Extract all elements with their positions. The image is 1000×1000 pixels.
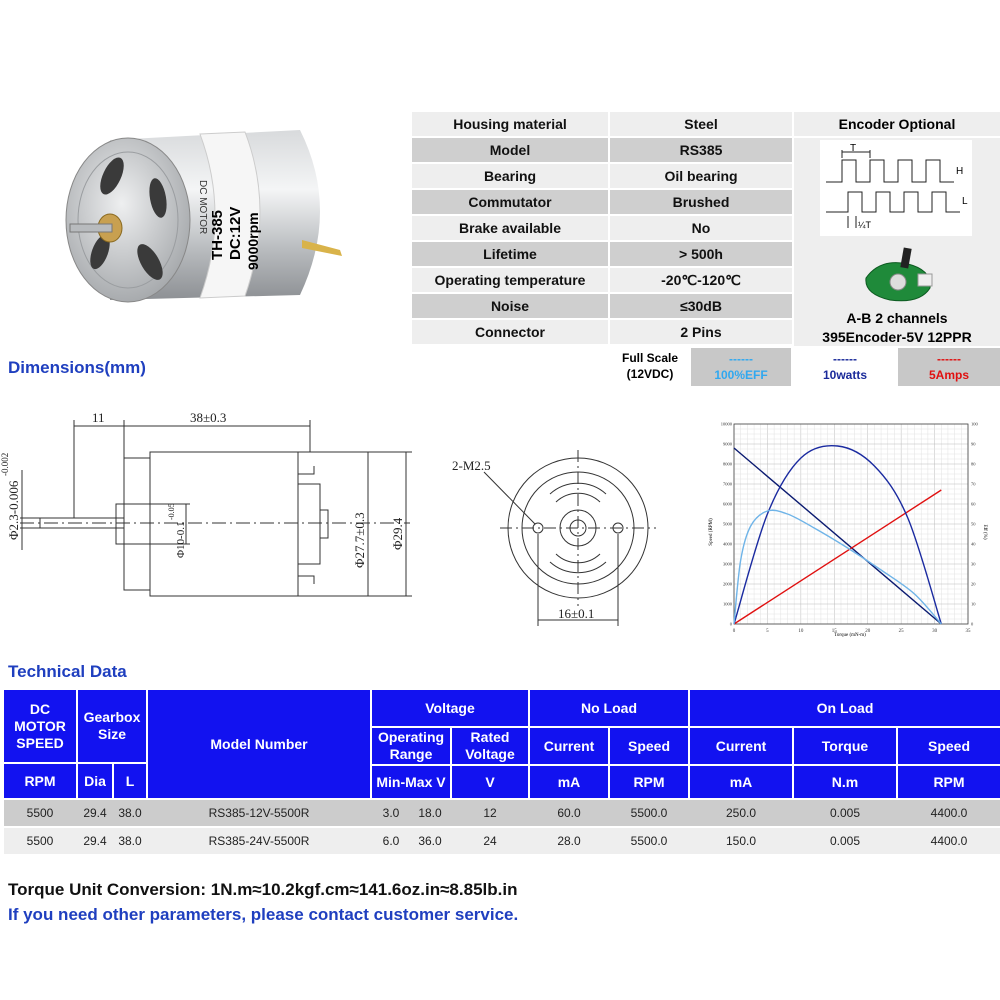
unit-dia: Dia: [78, 764, 112, 798]
legend-watt-dash: ------: [833, 352, 857, 366]
spec-key: Commutator: [412, 190, 608, 214]
svg-text:H: H: [956, 166, 964, 177]
spec-key: Noise: [412, 294, 608, 318]
unit-min-max-v: Min-Max V: [372, 766, 450, 798]
chart-y-tick-label: 10000: [720, 421, 732, 427]
spec-row: [412, 294, 792, 320]
unit-ol-rpm: RPM: [898, 766, 1000, 798]
unit-ol-ma: mA: [690, 766, 792, 798]
header-nl-current: Current: [530, 728, 608, 764]
spec-value: ≤30dB: [610, 294, 792, 318]
contact-note: If you need other parameters, please contact customer service.: [8, 905, 519, 924]
encoder-model: 395Encoder-5V 12PPR: [822, 329, 972, 345]
svg-text:¼T: ¼T: [858, 220, 872, 230]
cell-ol-current: 150.0: [725, 834, 757, 848]
encoder-channels: A-B 2 channels: [846, 310, 948, 326]
header-rated-voltage: Rated Voltage: [452, 728, 528, 764]
chart-x-tick-label: 35: [965, 629, 971, 634]
spec-value: Oil bearing: [610, 164, 792, 188]
spec-key: Operating temperature: [412, 268, 608, 292]
spec-value: RS385: [610, 138, 792, 162]
cell-ol-torque: 0.005: [829, 834, 861, 848]
svg-text:L: L: [962, 196, 968, 207]
cell-vmax: 36.0: [418, 834, 442, 848]
spec-row: [412, 216, 792, 242]
cell-vmin: 3.0: [382, 806, 400, 820]
chart-y-tick-label: 8000: [723, 461, 732, 467]
chart-y-tick-label: 3000: [723, 561, 732, 567]
chart-ticks: [721, 422, 979, 635]
cell-l: 38.0: [118, 834, 142, 848]
chart-y2-tick-label: 90: [971, 441, 976, 447]
legend-efficiency: [691, 348, 791, 386]
encoder-header: Encoder Optional: [794, 112, 1000, 136]
spec-key: Housing material: [412, 112, 608, 136]
cell-model: RS385-24V-5500R: [208, 834, 310, 848]
header-ol-torque: Torque: [794, 728, 896, 764]
chart-x-tick-label: 15: [831, 629, 837, 634]
chart-series-line-3: [734, 510, 941, 624]
unit-v: V: [452, 766, 528, 798]
spec-key: Brake available: [412, 216, 608, 240]
legend-amp-dash: ------: [937, 352, 961, 366]
svg-text:DC MOTOR: DC MOTOR: [197, 180, 208, 235]
unit-ol-nm: N.m: [794, 766, 896, 798]
svg-text:TH-385: TH-385: [209, 209, 226, 260]
header-model-number: Model Number: [148, 690, 370, 798]
chart-x-tick-label: 10: [798, 629, 804, 634]
header-dc-motor-speed: DC MOTOR SPEED: [4, 690, 76, 762]
spec-row: [412, 320, 792, 346]
motor-photo: [40, 110, 370, 320]
svg-text:11: 11: [92, 410, 105, 425]
svg-text:-0.05: -0.05: [167, 503, 176, 520]
unit-l: L: [114, 764, 146, 798]
chart-y-tick-label: 0: [729, 621, 732, 627]
chart-x-tick-label: 30: [932, 629, 938, 634]
cell-ol-speed: 4400.0: [930, 806, 968, 820]
spec-key: Lifetime: [412, 242, 608, 266]
torque-unit-conversion: Torque Unit Conversion: 1N.m≈10.2kgf.cm≈141.6oz.in≈8.85lb.in: [8, 880, 518, 899]
chart-y-tick-label: 7000: [723, 481, 732, 487]
cell-vmax: 18.0: [418, 806, 442, 820]
header-ol-current: Current: [690, 728, 792, 764]
spec-row: [412, 112, 792, 138]
cell-rated: 24: [483, 834, 497, 848]
chart-y2-tick-label: 0: [971, 621, 974, 627]
unit-nl-rpm: RPM: [610, 766, 688, 798]
dimensions-heading: Dimensions(mm): [8, 358, 146, 377]
chart-y-tick-label: 5000: [723, 521, 732, 527]
svg-text:16±0.1: 16±0.1: [558, 606, 595, 621]
svg-text:Φ29.4: Φ29.4: [390, 517, 405, 550]
svg-text:Φ2.3-0.006: Φ2.3-0.006: [6, 480, 21, 540]
chart-x-tick-label: 20: [865, 629, 871, 634]
header-gearbox-size: Gearbox Size: [78, 690, 146, 762]
legend-amp-label: 5Amps: [928, 368, 969, 382]
cell-ol-speed: 4400.0: [930, 834, 968, 848]
spec-value: -20℃-120℃: [610, 268, 792, 292]
spec-value: Steel: [610, 112, 792, 136]
legend-eff-label: 100%EFF: [714, 368, 768, 382]
spec-key: Connector: [412, 320, 608, 344]
chart-y2-tick-label: 60: [971, 501, 976, 507]
spec-value: 2 Pins: [610, 320, 792, 344]
cell-nl-speed: 5500.0: [630, 806, 668, 820]
chart-y-axis-label: Speed (RPM): [709, 518, 714, 546]
svg-text:T: T: [850, 143, 857, 154]
header-ol-speed: Speed: [898, 728, 1000, 764]
spec-row: [412, 268, 792, 294]
header-no-load: No Load: [530, 690, 688, 726]
legend-eff-dash: ------: [729, 352, 753, 366]
cell-ol-current: 250.0: [725, 806, 757, 820]
header-operating-range: Operating Range: [372, 728, 450, 764]
spec-row: [412, 242, 792, 268]
legend-current: [898, 348, 1000, 386]
cell-l: 38.0: [118, 806, 142, 820]
chart-y2-tick-label: 20: [971, 581, 976, 587]
chart-y2-tick-label: 10: [971, 601, 976, 607]
cell-rated: 12: [483, 806, 497, 820]
technical-data-heading: Technical Data: [8, 662, 127, 681]
chart-y-tick-label: 2000: [723, 581, 732, 587]
front-view-drawing: [440, 440, 680, 640]
chart-y-tick-label: 6000: [723, 501, 732, 507]
cell-nl-current: 60.0: [557, 806, 581, 820]
chart-y-tick-label: 4000: [723, 541, 732, 547]
svg-text:2-M2.5: 2-M2.5: [452, 458, 491, 473]
chart-y2-tick-label: 50: [971, 521, 976, 527]
chart-y2-tick-label: 70: [971, 481, 976, 487]
header-on-load: On Load: [690, 690, 1000, 726]
svg-text:-0.002: -0.002: [0, 452, 10, 476]
chart-y2-axis-label: Eff (%): [982, 524, 987, 540]
chart-series: [734, 446, 941, 624]
unit-nl-ma: mA: [530, 766, 608, 798]
cell-dia: 29.4: [83, 806, 107, 820]
spec-key: Bearing: [412, 164, 608, 188]
spec-value: No: [610, 216, 792, 240]
chart-x-axis-label: Torque (mN-m): [834, 633, 866, 638]
svg-text:DC:12V: DC:12V: [227, 206, 244, 260]
legend-power: [794, 348, 896, 386]
svg-text:9000rpm: 9000rpm: [245, 212, 261, 270]
encoder-board-photo: [860, 244, 940, 306]
chart-x-tick-label: 0: [732, 629, 736, 634]
side-view-drawing: [0, 400, 430, 640]
chart-y2-tick-label: 100: [971, 421, 978, 427]
table-row: [4, 828, 1000, 854]
spec-value: > 500h: [610, 242, 792, 266]
cell-rpm: 5500: [26, 806, 54, 820]
full-scale-line1: Full Scale: [621, 351, 679, 365]
chart-x-tick-label: 25: [898, 629, 904, 634]
cell-ol-torque: 0.005: [829, 806, 861, 820]
cell-nl-current: 28.0: [557, 834, 581, 848]
cell-rpm: 5500: [26, 834, 54, 848]
unit-rpm: RPM: [4, 764, 76, 798]
header-nl-speed: Speed: [610, 728, 688, 764]
cell-dia: 29.4: [83, 834, 107, 848]
encoder-panel: [794, 138, 1000, 346]
spec-value: Brushed: [610, 190, 792, 214]
chart-x-tick-label: 5: [766, 629, 769, 634]
svg-text:Φ27.7±0.3: Φ27.7±0.3: [352, 512, 367, 568]
svg-text:Φ10-0.1: Φ10-0.1: [175, 521, 187, 558]
full-scale-label: [612, 350, 688, 382]
chart-series-line-0: [734, 448, 941, 624]
spec-row: [412, 190, 792, 216]
table-row: [4, 800, 1000, 826]
chart-y-tick-label: 1000: [723, 601, 732, 607]
performance-chart: [700, 412, 990, 652]
chart-y2-tick-label: 80: [971, 461, 976, 467]
header-voltage: Voltage: [372, 690, 528, 726]
cell-model: RS385-12V-5500R: [208, 806, 310, 820]
spec-key: Model: [412, 138, 608, 162]
legend-watt-label: 10watts: [822, 368, 868, 382]
cell-vmin: 6.0: [382, 834, 400, 848]
full-scale-line2: (12VDC): [626, 367, 674, 381]
chart-y-tick-label: 9000: [723, 441, 732, 447]
chart-y2-tick-label: 30: [971, 561, 976, 567]
technical-data-table: [4, 690, 1000, 856]
spec-row: [412, 138, 792, 164]
cell-nl-speed: 5500.0: [630, 834, 668, 848]
spec-row: [412, 164, 792, 190]
chart-y2-tick-label: 40: [971, 541, 976, 547]
svg-text:38±0.3: 38±0.3: [190, 410, 227, 425]
encoder-waveform: [820, 140, 972, 236]
